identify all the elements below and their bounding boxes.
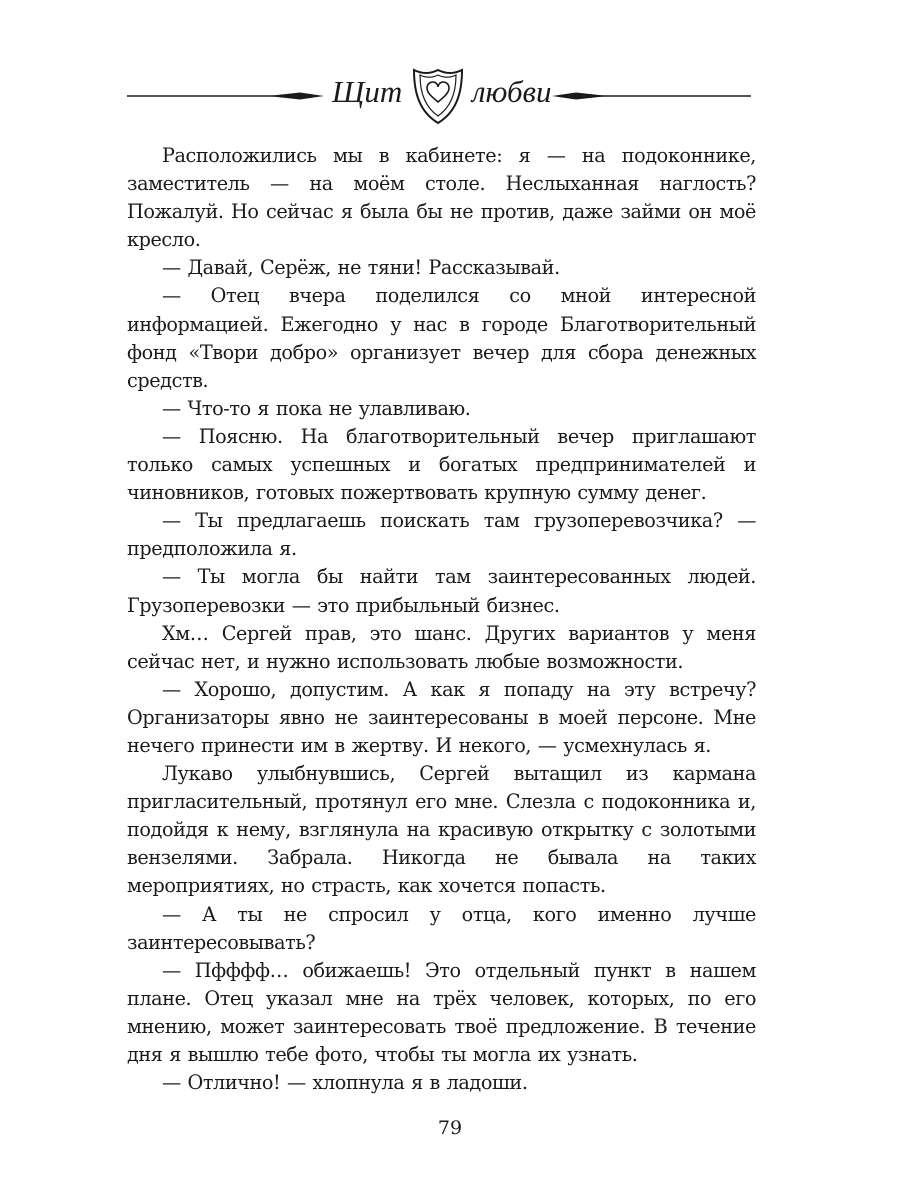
paragraph: — Отлично! — хлопнула я в ладоши. — [162, 1071, 528, 1095]
page-number: 79 — [437, 1117, 463, 1139]
header-arrow-right — [552, 93, 608, 100]
paragraph: — Пфффф… обижаешь! Это отдельный пункт в нашем плане. Отец указал мне на трёх человек, которых, по его мнению, может заинтересовать твоё предложение. В течение дня я вышлю тебе фото, чтобы ты могла их узнать. — [127, 958, 756, 1066]
paragraph: Хм… Сергей прав, это шанс. Других вариантов у меня сейчас нет, и нужно использовать любые возможности. — [127, 621, 756, 673]
paragraph: — Ты могла бы найти там заинтересованных людей. Грузоперевозки — это прибыльный бизнес. — [127, 565, 756, 617]
paragraph: — Хорошо, допустим. А как я попаду на эту встречу? Организаторы явно не заинтересованы в моей персоне. Мне нечего принести им в жертву. И некого, — усмехнулась я. — [127, 677, 756, 757]
header-title-left: Щит — [332, 74, 403, 109]
header-title-right: любви — [472, 74, 552, 109]
shield-heart-icon — [414, 70, 462, 123]
paragraph: Расположились мы в кабинете: я — на подоконнике, заместитель — на моём столе. Неслыханная наглость? Пожалуй. Но сейчас я была бы не против, даже займи он моё кресло. — [127, 144, 756, 252]
header-arrow-left — [268, 93, 324, 100]
running-header — [0, 60, 900, 140]
paragraph: — А ты не спросил у отца, кого именно лучше заинтересовывать? — [127, 902, 756, 954]
paragraph: — Что-то я пока не улавливаю. — [162, 396, 471, 420]
header-ornament — [0, 60, 900, 140]
paragraph: — Поясню. На благотворительный вечер приглашают только самых успешных и богатых предпринимателей и чиновников, готовых пожертвовать крупную сумму денег. — [127, 424, 756, 505]
paragraph: — Отец вчера поделился со мной интересной информацией. Ежегодно у нас в городе Благотворительный фонд «Твори добро» организует вечер для сбора денежных средств. — [127, 284, 756, 392]
body-text — [127, 142, 756, 1097]
paragraph: — Ты предлагаешь поискать там грузоперевозчика? — предположила я. — [127, 509, 756, 561]
paragraph: Лукаво улыбнувшись, Сергей вытащил из кармана пригласительный, протянул его мне. Слезла с подоконника и, подойдя к нему, взглянула на красивую открытку с золотыми вензелями. Забрала. Никогда не бывала на таких мероприятиях, но страсть, как хочется попасть. — [127, 762, 756, 898]
paragraph: — Давай, Серёж, не тяни! Рассказывай. — [162, 256, 560, 280]
